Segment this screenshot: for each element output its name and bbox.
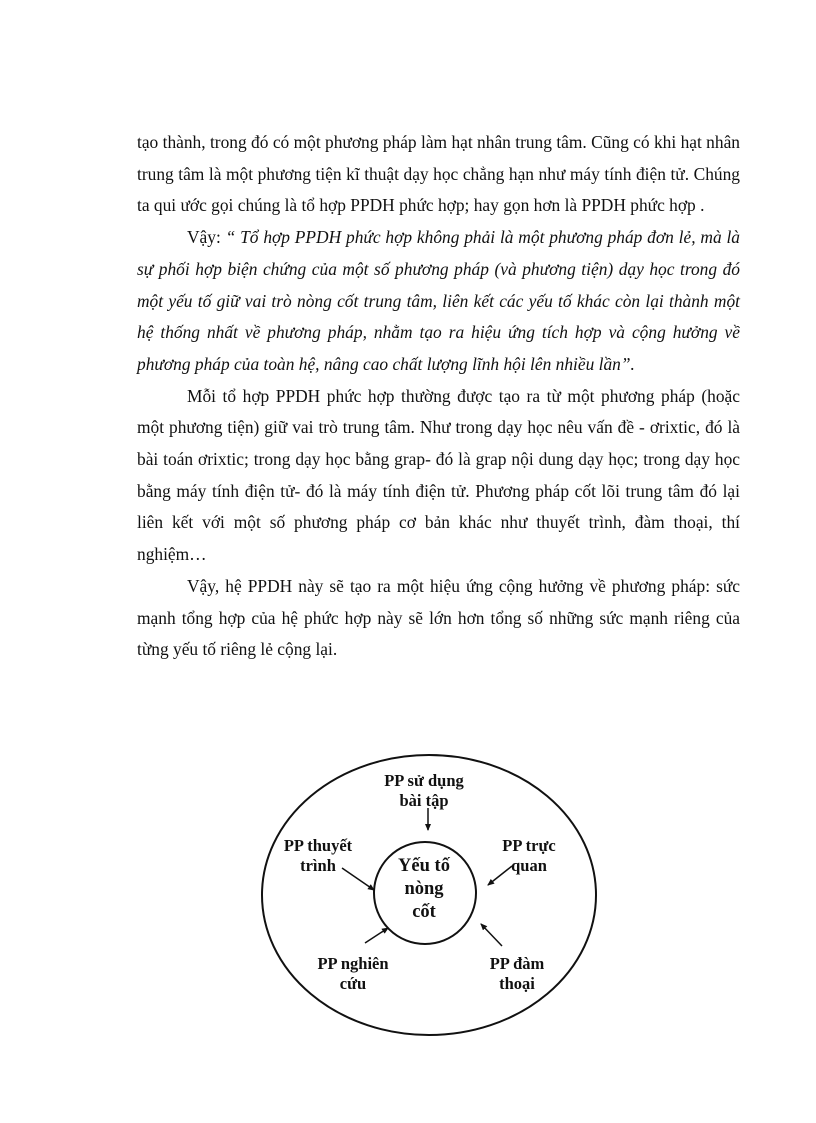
label-pp-dam-thoai [472, 954, 562, 994]
core-label [374, 855, 474, 924]
paragraph-2-lead: Vậy: [187, 227, 226, 248]
label-pp-dam-thoai-line-2: thoại [499, 974, 535, 993]
arrow-from-lower-right [481, 924, 502, 946]
label-pp-nghien-cuu-line-1: PP nghiên [317, 954, 389, 973]
paragraph-3: Mỗi tổ hợp PPDH phức hợp thường được tạo ra từ một phương pháp (hoặc một phương tiện) giữ vai trò trung tâm. Như trong dạy học nêu vấn đề - ơrixtic, đó là bài toán ơrixtic; trong dạy học bằng grap- đó là grap nội dung dạy học; trong dạy học bằng máy tính điện tử- đó là máy tính điện tử. Phương pháp cốt lõi trung tâm đó lại liên kết với một số phương pháp cơ bản khác như thuyết trình, đàm thoại, thí nghiệm… [137, 385, 740, 565]
label-pp-nghien-cuu [298, 954, 408, 994]
core-label-line-3: cốt [412, 902, 436, 922]
label-pp-thuyet-trinh-line-1: PP thuyết [283, 836, 353, 855]
paragraph-2 [137, 222, 740, 381]
label-pp-bai-tap-line-1: PP sử dụng [384, 771, 464, 790]
arrow-from-lower-left [365, 928, 388, 943]
label-pp-truc-quan-line-1: PP trực [502, 836, 556, 855]
diagram-shapes [250, 748, 750, 1048]
core-label-line-1: Yếu tố [398, 856, 450, 876]
label-pp-truc-quan [484, 836, 574, 876]
paragraph-1: tạo thành, trong đó có một phương pháp làm hạt nhân trung tâm. Cũng có khi hạt nhân trung tâm là một phương tiện kĩ thuật dạy học chẳng hạn như máy tính điện tử. Chúng ta qui ước gọi chúng là tổ hợp PPDH phức hợp; hay gọn hơn là PPDH phức hợp . [137, 132, 740, 216]
label-pp-truc-quan-line-2: quan [511, 856, 547, 875]
label-pp-bai-tap-line-2: bài tập [399, 791, 449, 810]
definition-quote: “ Tổ hợp PPDH phức hợp không phải là một phương pháp đơn lẻ, mà là sự phối hợp biện chứng của một số phương pháp (và phương tiện) dạy học trong đó một yếu tố giữ vai trò nòng cốt trung tâm, liên kết các yếu tố khác còn lại thành một hệ thống nhất về phương pháp, nhằm tạo ra hiệu ứng tích hợp và cộng hưởng về phương pháp của toàn hệ, nâng cao chất lượng lĩnh hội lên nhiều lần”. [137, 227, 740, 374]
body-text [137, 127, 740, 666]
label-pp-dam-thoai-line-1: PP đàm [489, 954, 545, 973]
core-label-line-2: nòng [404, 879, 444, 899]
label-pp-bai-tap [364, 771, 484, 811]
label-pp-thuyet-trinh [268, 836, 368, 876]
method-diagram [250, 748, 750, 1048]
label-pp-nghien-cuu-line-2: cứu [339, 974, 367, 993]
paragraph-4: Vậy, hệ PPDH này sẽ tạo ra một hiệu ứng cộng hưởng về phương pháp: sức mạnh tổng hợp của hệ phức hợp này sẽ lớn hơn tổng số những sức mạnh riêng của từng yếu tố riêng lẻ cộng lại. [137, 575, 740, 660]
label-pp-thuyet-trinh-line-2: trình [300, 856, 336, 875]
